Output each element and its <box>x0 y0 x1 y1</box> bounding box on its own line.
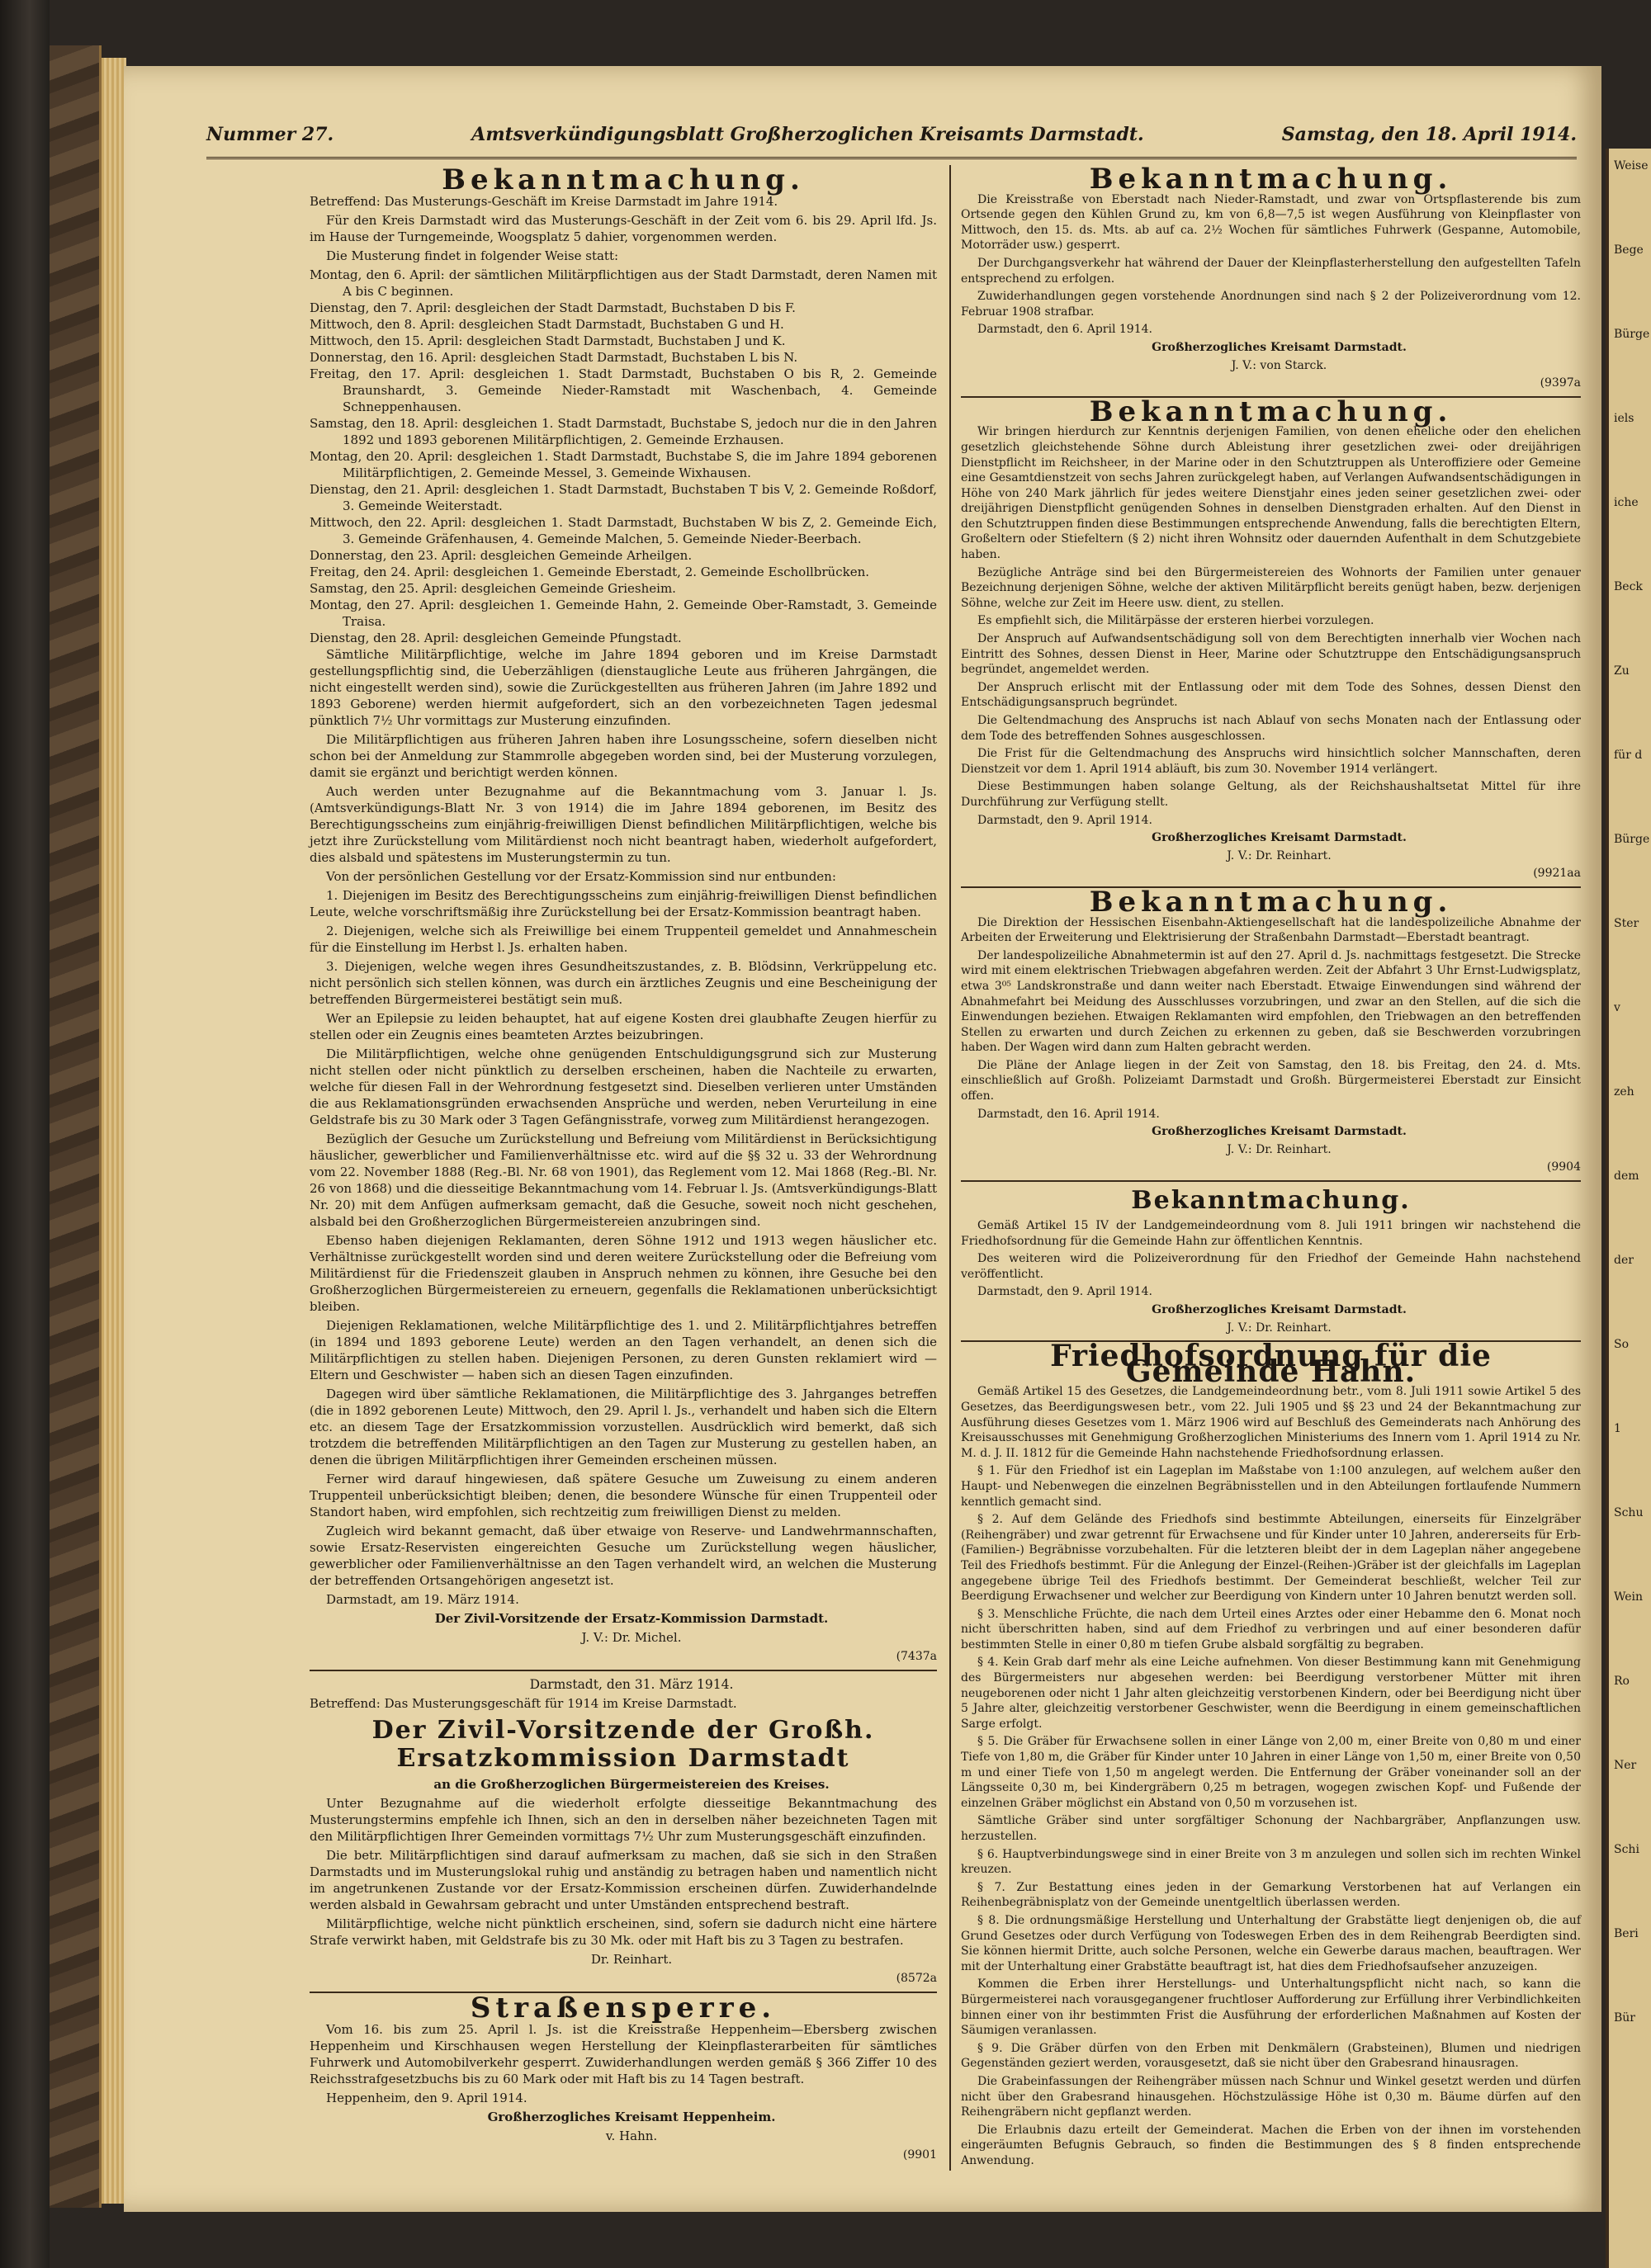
page-edges <box>102 58 126 2204</box>
paragraph: Die Erlaubnis dazu erteilt der Gemeinderat. Machen die Erben von der ihnen im vorstehenden eingeräumten Befugnis Gebrauch, so finden die Bestimmungen des § 8 finden entsprechende Anwendung. <box>961 2123 1581 2167</box>
signature: Großherzogliches Kreisamt Heppenheim. <box>487 2110 776 2124</box>
edge-fragment: iels <box>1614 412 1634 425</box>
divider <box>961 1180 1581 1182</box>
schedule-item: Donnerstag, den 23. April: desgleichen Gemeinde Arheilgen. <box>310 548 693 563</box>
signature: Großherzogliches Kreisamt Darmstadt. <box>1152 340 1407 354</box>
paragraph: § 3. Menschliche Früchte, die nach dem Urteil eines Arztes oder einer Hebamme den 6. Monat noch nicht überschritten haben, sind auf dem Friedhof zu verbringen und auf einer besonderen dafür bestimmten Stelle in einer 0,80 m tiefen Grube alsbald sorgfältig zu begraben. <box>961 1607 1581 1651</box>
edge-fragment: Ster <box>1614 917 1639 930</box>
paragraph: 2. Diejenigen, welche sich als Freiwillige bei einem Truppenteil gemeldet und Annahmeschein für die Einstellung im Herbst l. Js. erhalten haben. <box>310 924 937 955</box>
paragraph: Wer an Epilepsie zu leiden behauptet, hat auf eigene Kosten drei glaubhafte Zeugen hierfür zu stellen oder ein Zeugnis eines beamteten Arztes beizubringen. <box>310 1011 937 1042</box>
reference-number: (9921aa <box>1533 867 1581 881</box>
paragraph: Wir bringen hierdurch zur Kenntnis derjenigen Familien, von denen eheliche oder den ehelichen gesetzlich gleichstehende Söhne durch Ableistung ihrer gesetzlichen zwei- oder dreijährigen Dienstpflicht im Reichsheer, in der Marine oder in den Schutztruppen als Unteroffiziere oder Gemeine eine Gesamtdienstzeit von sechs Jahren zurückgelegt haben, auf Verlangen Aufwandsentschädigungen in Höhe von 240 Mark jährlich für jedes weitere Dienstjahr eines jeden seiner gesetzlichen zwei- oder dreijährigen Dienstpflicht genügenden Sohnes in denselben Dienstgraden erhalten. Auf den Dienst in den Schutztruppen finden diese Bestimmungen entsprechende Anwendung, falls die berechtigten Eltern, Großeltern oder Stiefeltern (§ 2) nicht ihren Wohnsitz oder dauernden Aufenthalt in dem Schutzgebiete haben. <box>961 425 1581 562</box>
paragraph: Bezüglich der Gesuche um Zurückstellung und Befreiung vom Militärdienst in Berücksichtigung häuslicher, gewerblicher und Familienverhältnisse etc. wird auf die §§ 32 u. 33 der Wehrordnung vom 22. November 1888 (Reg.-Bl. Nr. 68 von 1901), das Reglement vom 12. Mai 1868 (Reg.-Bl. Nr. 26 von 1868) und die diesseitige Bekanntmachung vom 14. Februar l. Js. (Amtsverkündigungs-Blatt Nr. 20) mit dem Anfügen aufmerksam gemacht, daß die Gesuche, soweit noch nicht geschehen, alsbald bei den Großherzoglichen Bürgermeistereien anzubringen sind. <box>310 1132 937 1229</box>
signer: J. V.: Dr. Reinhart. <box>1227 1321 1332 1335</box>
adjacent-page-edge <box>1606 149 1651 2268</box>
schedule-item: Freitag, den 24. April: desgleichen 1. Gemeinde Eberstadt, 2. Gemeinde Eschollbrücken. <box>310 565 870 579</box>
paragraph: Bezügliche Anträge sind bei den Bürgermeistereien des Wohnorts der Familien unter genauer Bezeichnung derjenigen Söhne, welche der aktiven Militärpflicht bereits genügt haben, bezw. derjenigen Söhne, welche zur Zeit im Heere usw. dient, zu stellen. <box>961 565 1581 610</box>
paragraph: Ebenso haben diejenigen Reklamanten, deren Söhne 1912 und 1913 wegen häuslicher etc. Verhältnisse zurückgestellt worden sind und deren weitere Zurückstellung oder die Befreiung vom Militärdienst für die Friedenszeit glauben in Anspruch nehmen zu können, ihre Gesuche bei den Großherzoglichen Bürgermeistereien zu erneuern, gegenfalls die Reklamationen unberücksichtigt bleiben. <box>310 1233 937 1314</box>
paragraph: Der Anspruch auf Aufwandsentschädigung soll von dem Berechtigten innerhalb vier Wochen nach Eintritt des Sohnes, dessen Dienst in Heer, Marine oder Schutztruppe den Entschädigungsanspruch begründet, angemeldet werden. <box>961 632 1581 677</box>
place-date: Darmstadt, den 16. April 1914. <box>977 1107 1160 1121</box>
schedule-item: Freitag, den 17. April: desgleichen 1. Stadt Darmstadt, Buchstaben O bis R, 2. Gemeinde Braunshardt, 3. Gemeinde Nieder-Ramstadt mit Waschenbach, 4. Gemeinde Schneppenhausen. <box>310 366 937 414</box>
betreff: Betreffend: Das Musterungsgeschäft für 1914 im Kreise Darmstadt. <box>310 1696 737 1711</box>
paragraph: 1. Diejenigen im Besitz des Berechtigungsscheins zum einjährig-freiwilligen Dienst befindlichen Leute, welche vorschriftsmäßig ihre Zurückstellung bei der Ersatz-Kommission beantragt haben. <box>310 888 937 919</box>
paragraph: Vom 16. bis zum 25. April l. Js. ist die Kreisstraße Heppenheim—Ebersberg zwischen Heppenheim und Kirschhausen wegen Herstellung der Kleinpflasterarbeiten für sämtliches Fuhrwerk und Automobilverkehr gesperrt. Zuwiderhandlungen werden gemäß § 366 Ziffer 10 des Reichsstrafgesetzbuchs bis zu 60 Mark oder mit Haft bis zu 14 Tagen bestraft. <box>310 2022 937 2086</box>
right-column <box>949 165 1581 2171</box>
paragraph: Zuwiderhandlungen gegen vorstehende Anordnungen sind nach § 2 der Polizeiverordnung vom 12. Februar 1908 strafbar. <box>961 290 1581 319</box>
heading-strassensperre: Straßensperre. <box>470 1992 777 2025</box>
edge-fragment: iche <box>1614 496 1639 509</box>
signer: J. V.: von Starck. <box>1231 358 1327 372</box>
signature: Großherzogliches Kreisamt Darmstadt. <box>1152 1125 1407 1139</box>
paragraph: Kommen die Erben ihrer Herstellungs- und Unterhaltungspflicht nicht nach, so kann die Bürgermeisterei nach vorausgegangener fruchtloser Aufforderung zur Erfüllung ihrer Verbindlichkeiten binnen einer von ihr bestimmten Frist die Ausführung der erforderlichen Maßnahmen auf Kosten der Säumigen veranlassen. <box>961 1977 1581 2038</box>
schedule-item: Montag, den 6. April: der sämtlichen Militärpflichtigen aus der Stadt Darmstadt, deren Namen mit A bis C beginnen. <box>310 267 937 299</box>
schedule-item: Mittwoch, den 22. April: desgleichen 1. Stadt Darmstadt, Buchstaben W bis Z, 2. Gemeinde Eich, 3. Gemeinde Gräfenhausen, 4. Gemeinde Malchen, 5. Gemeinde Nieder-Beerbach. <box>310 515 937 546</box>
schedule-item: Dienstag, den 21. April: desgleichen 1. Stadt Darmstadt, Buchstaben T bis V, 2. Gemeinde Roßdorf, 3. Gemeinde Weiterstadt. <box>310 482 937 513</box>
left-column <box>310 165 937 2166</box>
paragraph: Die Grabeinfassungen der Reihengräber müssen nach Schnur und Winkel gesetzt werden und dürfen nicht über den Grabesrand hinausgehen. Höchstzulässige Höhe ist 0,30 m. Bäume dürfen auf den Reihengräbern nicht gepflanzt werden. <box>961 2074 1581 2119</box>
heading-zivil-vorsitzende: Der Zivil-Vorsitzende der Großh. Ersatzkommission Darmstadt <box>371 1716 875 1773</box>
heading-aufwandsentschaedigung: Bekanntmachung. <box>1089 395 1453 428</box>
subheading: an die Großherzoglichen Bürgermeistereien des Kreises. <box>433 1777 830 1792</box>
edge-fragment: Bege <box>1614 243 1644 257</box>
reference-number: (9904 <box>1546 1160 1581 1174</box>
signer: J. V.: Dr. Michel. <box>581 1630 682 1645</box>
background-dark <box>0 0 50 2268</box>
paragraph: Die Direktion der Hessischen Eisenbahn-Aktiengesellschaft hat die landespolizeiliche Abnahme der Arbeiten der Erweiterung und Elektrisierung der Straßenbahn Darmstadt—Eberstadt beantragt. <box>961 915 1581 945</box>
schedule-item: Montag, den 27. April: desgleichen 1. Gemeinde Hahn, 2. Gemeinde Ober-Ramstadt, 3. Gemeinde Traisa. <box>310 598 937 629</box>
issue-date: Samstag, den 18. April 1914. <box>1281 124 1577 145</box>
signer: v. Hahn. <box>605 2129 658 2143</box>
reference-number: (8572a <box>896 1972 937 1985</box>
heading-musterung: Bekanntmachung. <box>442 163 805 196</box>
signature: Großherzogliches Kreisamt Darmstadt. <box>1152 1303 1407 1316</box>
paragraph: Die Pläne der Anlage liegen in der Zeit von Samstag, den 18. bis Freitag, den 24. d. Mts. einschließlich auf Großh. Polizeiamt Darmstadt und Großh. Bürgermeisterei Eberstadt zur Einsicht offen. <box>961 1058 1581 1103</box>
paragraph: Unter Bezugnahme auf die wiederholt erfolgte diesseitige Bekanntmachung des Musterungstermins empfehle ich Ihnen, sich an den in derselben näher bezeichneten Tagen mit den Militärpflichtigen Ihrer Gemeinden vormittags 7½ Uhr zum Musterungsgeschäft einzufinden. <box>310 1796 937 1844</box>
edge-fragment: Bürge <box>1614 833 1650 846</box>
schedule-item: Mittwoch, den 15. April: desgleichen Stadt Darmstadt, Buchstaben J und K. <box>310 333 786 348</box>
signer: J. V.: Dr. Reinhart. <box>1227 1142 1332 1156</box>
paragraph: Zugleich wird bekannt gemacht, daß über etwaige von Reserve- und Landwehrmannschaften, sowie Ersatz-Reservisten eingereichten Gesuche um Zurückstellung wegen häuslicher, gewerblicher oder Familienverhältnisse an den Tagen verhandelt wird, an welchen die Musterung der betreffenden Ortsangehörigen angesetzt ist. <box>310 1524 937 1588</box>
paragraph: Militärpflichtige, welche nicht pünktlich erscheinen, sind, sofern sie dadurch nicht eine härtere Strafe verwirkt haben, mit Geldstrafe bis zu 30 Mk. oder mit Haft bis zu 3 Tagen zu bestrafen. <box>310 1916 937 1948</box>
edge-fragment: v <box>1614 1001 1620 1014</box>
edge-fragment: Schi <box>1614 1843 1639 1856</box>
paragraph: Sämtliche Militärpflichtige, welche im Jahre 1894 geboren und im Kreise Darmstadt gestellungspflichtig sind, die Ueberzähligen (dienstaugliche Leute aus früheren Jahrgängen, die nicht eingestellt werden sind), sowie die Zurückgestellten aus früheren Jahren (im Jahre 1892 und 1893 Geborene) werden hiermit aufgefordert, sich an den vorbezeichneten Tagen jedesmal pünktlich 7½ Uhr vormittags zur Musterung einzufinden. <box>310 647 937 728</box>
intro-paragraph: Für den Kreis Darmstadt wird das Musterungs-Geschäft in der Zeit vom 6. bis 29. April lfd. Js. im Hause der Turngemeinde, Woogsplatz 5 dahier, vorgenommen werden. <box>310 213 937 244</box>
paragraph: § 2. Auf dem Gelände des Friedhofs sind bestimmte Abteilungen, einerseits für Einzelgräber (Reihengräber) und zwar getrennt für Erwachsene und für Kinder unter 10 Jahren, andererseits für Erb- (Familien-) Begräbnisse vorzubehalten. Für die letzteren bleibt der in dem Lageplan näher angegebene Teil des Friedhofs bestimmt. Für die Anlegung der Einzel-(Reihen-)Gräber ist der gleichfalls im Lageplan angegebene übrige Teil des Friedhofs bestimmt. Der Gemeinderat beschließt, welcher Teil zur Beerdigung Erwachsener und welcher zur Beerdigung von Kindern unter 10 Jahren benutzt werden soll. <box>961 1513 1581 1604</box>
edge-fragment: Schu <box>1614 1506 1644 1519</box>
paragraph: Diese Bestimmungen haben solange Geltung, als der Reichshaushaltsetat Mittel für ihre Durchführung zur Verfügung stellt. <box>961 780 1581 809</box>
reference-number: (9901 <box>902 2148 937 2162</box>
edge-fragment: der <box>1614 1254 1634 1267</box>
paragraph: Ferner wird darauf hingewiesen, daß spätere Gesuche um Zuweisung zu einem anderen Truppenteil unberücksichtigt bleiben; denen, die besondere Wünsche für einen Truppenteil oder Standort haben, wird empfohlen, sich rechtzeitig zum freiwilligen Dienst zu melden. <box>310 1472 937 1519</box>
edge-fragment: Beck <box>1614 580 1643 593</box>
paragraph: Die Militärpflichtigen aus früheren Jahren haben ihre Losungsscheine, sofern dieselben nicht schon bei der Anmeldung zur Stammrolle abgegeben worden sind, bei der Musterung vorzulegen, damit sie ergänzt und berichtigt werden können. <box>310 732 937 780</box>
paragraph: § 9. Die Gräber dürfen von den Erben mit Denkmälern (Grabsteinen), Blumen und niedrigen Gegenständen geziert werden, vorausgesetzt, daß sie nicht über den Grabesrand hinausragen. <box>961 2041 1581 2071</box>
signer: Dr. Reinhart. <box>590 1952 673 1967</box>
heading-strassensperre-eberstadt: Bekanntmachung. <box>1089 163 1453 196</box>
schedule-list <box>310 267 937 646</box>
paragraph: Diejenigen Reklamationen, welche Militärpflichtige des 1. und 2. Militärpflichtjahres betreffen (in 1894 und 1893 geborene Leute) werden an den Tagen verhandelt, an denen sich die Militärpflichtigen zu stellen haben. Diejenigen Personen, zu deren Gunsten reklamiert wird — Eltern und Geschwister — haben sich an diesen Tagen einzufinden. <box>310 1318 937 1382</box>
book-binding <box>50 45 102 2208</box>
paragraph: Gemäß Artikel 15 des Gesetzes, die Landgemeindeordnung betr., vom 8. Juli 1911 sowie Artikel 5 des Gesetzes, das Beerdigungswesen betr., vom 22. Juli 1905 und §§ 23 und 24 der Bekanntmachung zur Ausführung dieses Gesetzes vom 1. März 1906 wird auf Beschluß des Gemeinderats nach Anhörung des Kreisausschusses mit Genehmigung Großherzoglichen Ministeriums des Innern vom 1. April 1914 zu Nr. M. d. J. II. 1812 für die Gemeinde Hahn nachstehende Friedhofsordnung erlassen. <box>961 1385 1581 1460</box>
divider <box>310 1670 937 1671</box>
paragraph: Dagegen wird über sämtliche Reklamationen, die Militärpflichtige des 3. Jahrganges betreffen (die in 1892 geborenen Leute) Mittwoch, den 29. April l. Js., verhandelt und haben sich die Eltern etc. an diesem Tage der Ersatzkommission vorzustellen. Ausdrücklich wird bemerkt, daß sich trotzdem die betreffenden Militärpflichtigen an den Tagen zur Musterung zu gestellen haben, an denen die übrigen Militärpflichtigen ihrer Gemeinden erscheinen müssen. <box>310 1387 937 1467</box>
paragraph: § 6. Hauptverbindungswege sind in einer Breite von 3 m anzulegen und sollen sich im rechten Winkel kreuzen. <box>961 1847 1581 1877</box>
signature: Der Zivil-Vorsitzende der Ersatz-Kommission Darmstadt. <box>434 1611 829 1626</box>
paragraph: Der Anspruch erlischt mit der Entlassung oder mit dem Tode des Sohnes, dessen Dienst den Entschädigungsanspruch begründet. <box>961 680 1581 710</box>
paragraph: Es empfiehlt sich, die Militärpässe der ersteren hierbei vorzulegen. <box>977 614 1374 628</box>
paragraph: § 1. Für den Friedhof ist ein Lageplan im Maßstabe von 1:100 anzulegen, auf welchem außer den Haupt- und Nebenwegen die einzelnen Begräbnisstellen und in den Abteilungen fortlaufende Nummern kenntlich gemacht sind. <box>961 1464 1581 1509</box>
edge-fragment: für d <box>1614 749 1643 762</box>
schedule-intro: Die Musterung findet in folgender Weise statt: <box>326 248 619 263</box>
edge-fragment: dem <box>1614 1169 1639 1183</box>
paragraph: Die Geltendmachung des Anspruchs ist nach Ablauf von sechs Monaten nach der Entlassung oder dem Tode des betreffenden Sohnes ausgeschlossen. <box>961 714 1581 743</box>
paragraph: § 4. Kein Grab darf mehr als eine Leiche aufnehmen. Von dieser Bestimmung kann mit Genehmigung des Bürgermeisters nur abgesehen werden: bei Beerdigung verstorbener Mütter mit ihren neugeborenen oder nicht 1 Jahr alten gleichzeitig verstorbenen Kindern, oder bei Beerdigung nicht über 5 Jahre alter, gleichzeitig verstorbener Geschwister, wenn die Beerdigung in einem gemeinschaftlichen Sarge erfolgt. <box>961 1656 1581 1731</box>
schedule-item: Donnerstag, den 16. April: desgleichen Stadt Darmstadt, Buchstaben L bis N. <box>310 350 798 365</box>
edge-fragment: Wein <box>1614 1590 1644 1604</box>
edge-fragment: Weise <box>1614 159 1649 172</box>
edge-fragment: Bürge <box>1614 328 1650 341</box>
heading-friedhofsordnung: Friedhofsordnung für die Gemeinde Hahn. <box>1050 1339 1492 1389</box>
paragraph: Die Frist für die Geltendmachung des Anspruchs wird hinsichtlich solcher Mannschaften, deren Dienstzeit vor dem 1. April 1914 abläuft, bis zum 30. November 1914 verlängert. <box>961 747 1581 776</box>
heading-strassenbahn: Bekanntmachung. <box>1089 885 1453 919</box>
signer: J. V.: Dr. Reinhart. <box>1227 848 1332 862</box>
paragraph: Die betr. Militärpflichtigen sind darauf aufmerksam zu machen, daß sie sich in den Straßen Darmstadts und im Musterungslokal ruhig und anständig zu betragen haben und namentlich nicht im angetrunkenen Zustande vor der Ersatz-Kommission erscheinen dürfen. Zuwiderhandelnde werden alsbald in Gewahrsam gebracht und unter Umständen entsprechend bestraft. <box>310 1848 937 1912</box>
paragraph: Gemäß Artikel 15 IV der Landgemeindeordnung vom 8. Juli 1911 bringen wir nachstehend die Friedhofsordnung für die Gemeinde Hahn zur öffentlichen Kenntnis. <box>961 1219 1581 1248</box>
edge-fragment: Ro <box>1614 1675 1630 1688</box>
place-date: Darmstadt, den 6. April 1914. <box>977 323 1152 337</box>
paragraph: Die Militärpflichtigen, welche ohne genügenden Entschuldigungsgrund sich zur Musterung nicht stellen oder nicht pünktlich zu derselben erscheinen, haben die Nachteile zu erwarten, welche für diesen Fall in der Wehrordnung festgesetzt sind. Dieselben verlieren unter Umständen die aus Reklamationsgründen erwachsenden Ansprüche und werden, neben Verurteilung in eine Geldstrafe bis zu 30 Mark oder 3 Tagen Gefängnisstrafe, vorweg zum Militärdienst herangezogen. <box>310 1047 937 1127</box>
schedule-item: Samstag, den 25. April: desgleichen Gemeinde Griesheim. <box>310 581 676 596</box>
schedule-item: Mittwoch, den 8. April: desgleichen Stadt Darmstadt, Buchstaben G und H. <box>310 317 784 332</box>
place-date: Darmstadt, am 19. März 1914. <box>326 1592 519 1607</box>
reference-number: (7437a <box>896 1650 937 1663</box>
edge-fragment: Ner <box>1614 1759 1637 1772</box>
heading-friedhof-bekanntmachung: Bekanntmachung. <box>1131 1186 1411 1216</box>
edge-fragment: Zu <box>1614 664 1630 678</box>
paragraph: § 5. Die Gräber für Erwachsene sollen in einer Länge von 2,00 m, einer Breite von 0,80 m und einer Tiefe von 1,80 m, die Gräber für Kinder unter 10 Jahren in einer Länge von 1,50 m, einer Breite von 0,50 m und einer Tiefe von 1,50 m angelegt werden. Die Entfernung der Gräber voneinander soll an der Längsseite 0,30 m, bei Kindergräbern 0,25 m betragen, wogegen zwischen Kopf- und Fußende der einzelnen Gräber möglichst ein Abstand von 0,50 m vorzusehen ist. <box>961 1735 1581 1810</box>
place-date: Darmstadt, den 9. April 1914. <box>977 813 1152 827</box>
running-head <box>206 124 1577 159</box>
paragraph: Von der persönlichen Gestellung vor der Ersatz-Kommission sind nur entbunden: <box>326 869 836 884</box>
schedule-item: Dienstag, den 7. April: desgleichen der Stadt Darmstadt, Buchstaben D bis F. <box>310 300 796 315</box>
paragraph: Auch werden unter Bezugnahme auf die Bekanntmachung vom 3. Januar l. Js. (Amtsverkündigungs-Blatt Nr. 3 von 1914) die im Jahre 1894 geborenen, im Besitz des Berechtigungsscheins zum einjährig-freiwilligen Dienst befindlichen Militärpflichtigen, welche bis jetzt ihre Zurückstellung vom Militärdienst noch nicht beantragt haben, wiederholt aufgefordert, dies alsbald und spätestens im Musterungstermin zu tun. <box>310 784 937 865</box>
signature: Großherzogliches Kreisamt Darmstadt. <box>1152 831 1407 845</box>
reference-number: (9397a <box>1540 376 1581 390</box>
schedule-item: Samstag, den 18. April: desgleichen 1. Stadt Darmstadt, Buchstabe S, jedoch nur die in den Jahren 1892 und 1893 geborenen Militärpflichtigen, 2. Gemeinde Erzhausen. <box>310 416 937 447</box>
paragraph: § 8. Die ordnungsmäßige Herstellung und Unterhaltung der Grabstätte liegt denjenigen ob, die auf Grund Gesetzes oder durch Verfügung von Todeswegen Erben des in dem Reihengrab Beerdigten sind. Sie können hiermit Dritte, auch solche Personen, welche ein Gewerbe daraus machen, beauftragen. Wer mit der Unterhaltung einer Grabstätte beauftragt ist, hat dies dem Friedhofsaufseher anzuzeigen. <box>961 1913 1581 1973</box>
schedule-item: Montag, den 20. April: desgleichen 1. Stadt Darmstadt, Buchstabe S, die im Jahre 1894 geborenen Militärpflichtigen, 2. Gemeinde Messel, 3. Gemeinde Wixhausen. <box>310 449 937 480</box>
paragraph: Die Kreisstraße von Eberstadt nach Nieder-Ramstadt, und zwar von Ortspflasterende bis zum Ortsende gegen den Kühlen Grund zu, km von 6,8—7,5 ist wegen Ausführung von Kleinpflaster von Mittwoch, den 15. ds. Mts. ab auf ca. 2½ Wochen für sämtliches Fuhrwerk (Gespanne, Automobile, Motorräder usw.) gesperrt. <box>961 192 1581 253</box>
edge-fragment: Beri <box>1614 1927 1639 1940</box>
edge-fragment: 1 <box>1614 1422 1621 1435</box>
paragraph: Sämtliche Gräber sind unter sorgfältiger Schonung der Nachbargräber, Anpflanzungen usw. herzustellen. <box>961 1814 1581 1843</box>
place-date: Darmstadt, den 9. April 1914. <box>977 1285 1152 1299</box>
paragraph: Der landespolizeiliche Abnahmetermin ist auf den 27. April d. Js. nachmittags festgesetzt. Die Strecke wird mit einem elektrischen Triebwagen abgefahren werden. Zeit der Abfahrt 3 Uhr Ernst-Ludwigsplatz, etwa 3⁰⁵ Landskronstraße und dann weiter nach Eberstadt. Etwaige Einwendungen sind während der Abnahmefahrt bei Meidung des Ausschlusses vorzubringen, und zwar an den Stellen, auf die sich die Einwendungen beziehen. Etwaigen Reklamanten wird empfohlen, den Triebwagen an den betreffenden Stellen zu erwarten und durch Zeichen zu erkennen zu geben, daß sie Beschwerden vorzubringen haben. Der Wagen wird dann zum Halten gebracht werden. <box>961 948 1581 1055</box>
paragraph: Der Durchgangsverkehr hat während der Dauer der Kleinpflasterherstellung den aufgestellten Tafeln entsprechend zu erfolgen. <box>961 256 1581 286</box>
edge-fragment: So <box>1614 1338 1630 1351</box>
edge-fragment: Bür <box>1614 2011 1635 2025</box>
edge-fragment: zeh <box>1614 1085 1634 1099</box>
issue-number: Nummer 27. <box>206 124 334 145</box>
betreff: Betreffend: Das Musterungs-Geschäft im Kreise Darmstadt im Jahre 1914. <box>310 194 778 209</box>
schedule-item: Dienstag, den 28. April: desgleichen Gemeinde Pfungstadt. <box>310 631 682 645</box>
paragraph: Des weiteren wird die Polizeiverordnung für den Friedhof der Gemeinde Hahn nachstehend veröffentlicht. <box>961 1252 1581 1281</box>
place-date: Darmstadt, den 31. März 1914. <box>529 1677 734 1692</box>
paragraph: 3. Diejenigen, welche wegen ihres Gesundheitszustandes, z. B. Blödsinn, Verkrüppelung etc. nicht persönlich sich stellen können, was durch ein ärztliches Zeugnis und eine Bescheinigung der betreffenden Bürgermeisterei bestätigt sein muß. <box>310 959 937 1007</box>
paragraph: § 7. Zur Bestattung eines jeden in der Gemarkung Verstorbenen hat auf Verlangen ein Reihenbegräbnisplatz von der Gemeinde unentgeltlich überlassen werden. <box>961 1880 1581 1910</box>
gazette-title: Amtsverkündigungsblatt Großherzoglichen Kreisamts Darmstadt. <box>471 124 1144 145</box>
place-date: Heppenheim, den 9. April 1914. <box>326 2091 527 2105</box>
